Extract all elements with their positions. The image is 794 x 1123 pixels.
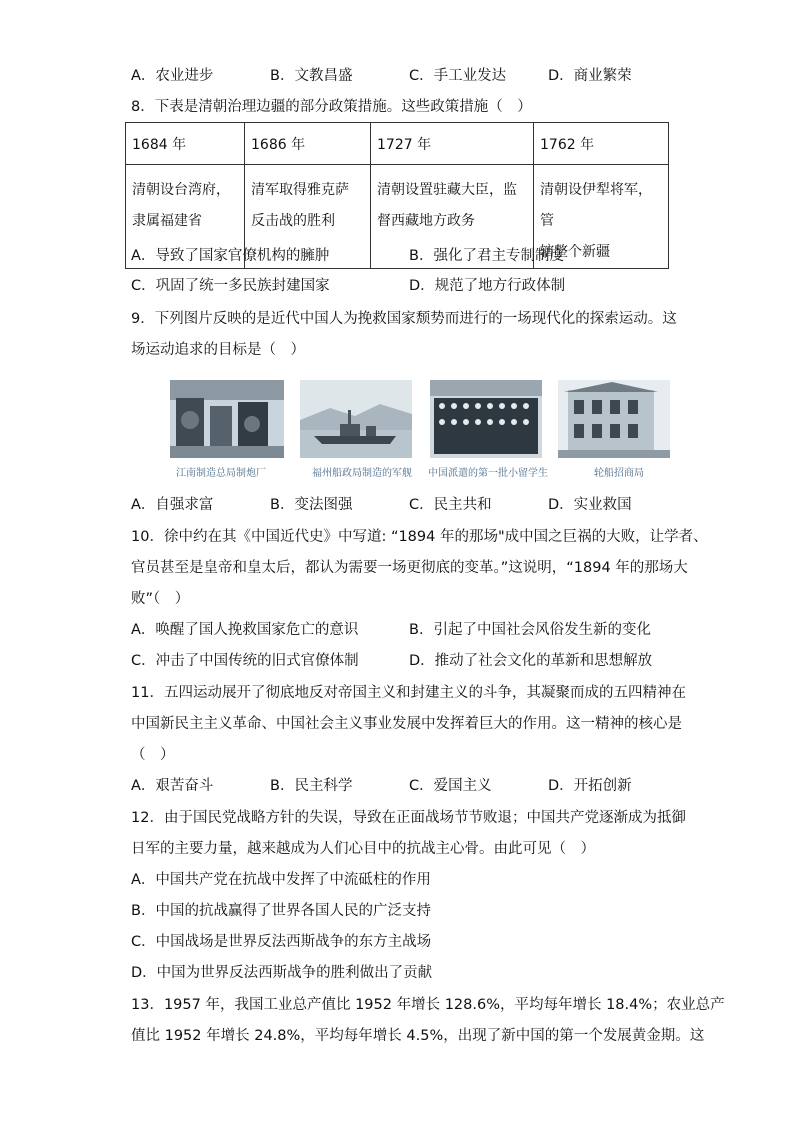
event-line: 清朝设台湾府，: [132, 182, 230, 198]
q10-option-b: B．引起了中国社会风俗发生新的变化: [409, 622, 651, 638]
q11-stem-line-3: （ ）: [131, 747, 175, 763]
q12-option-a: A．中国共产党在抗战中发挥了中流砥柱的作用: [131, 872, 431, 888]
photo-caption: 福州船政局制造的军舰: [312, 468, 412, 479]
event-line: 清朝设伊犁将军，管: [540, 182, 652, 229]
q10-stem-line-1: 10．徐中约在其《中国近代史》中写道: “1894 年的那场"成中国之巨祸的大败，让学者、: [131, 529, 708, 545]
q12-stem-line-2: 日军的主要力量，越来越成为人们心目中的抗战主心骨。由此可见（ ）: [131, 841, 595, 857]
q11-option-c: C．爱国主义: [409, 778, 492, 794]
q13-stem-line-2: 值比 1952 年增长 24.8%，平均每年增长 4.5%，出现了新中国的第一个发展黄金期。这: [131, 1028, 705, 1044]
q8-option-a: A．导致了国家官僚机构的臃肿: [131, 248, 330, 264]
event-line: 隶属福建省: [132, 213, 202, 229]
table-cell-year: 1684 年: [126, 123, 245, 165]
table-cell-year: 1686 年: [245, 123, 371, 165]
q12-option-d: D．中国为世界反法西斯战争的胜利做出了贡献: [131, 965, 433, 981]
q9-option-c: C．民主共和: [409, 497, 492, 513]
q10-option-d: D．推动了社会文化的革新和思想解放: [409, 653, 653, 669]
q9-option-d: D．实业救国: [548, 497, 632, 513]
q8-option-b: B．强化了君主专制制度: [409, 248, 564, 264]
table-cell-year: 1727 年: [371, 123, 534, 165]
q9-option-a: A．自强求富: [131, 497, 214, 513]
table-cell-year: 1762 年: [534, 123, 669, 165]
students-photo: [430, 380, 542, 458]
q7-option-b: B．文教昌盛: [270, 68, 353, 84]
q11-option-d: D．开拓创新: [548, 778, 632, 794]
arsenal-photo: [170, 380, 284, 458]
warship-photo: [300, 380, 412, 458]
q7-option-c: C．手工业发达: [409, 68, 507, 84]
event-line: 督西藏地方政务: [377, 213, 475, 229]
photo-caption: 中国派遣的第一批小留学生: [428, 468, 548, 479]
q11-stem-line-2: 中国新民主主义革命、中国社会主义事业发展中发挥着巨大的作用。这一精神的核心是: [131, 716, 682, 732]
event-line: 反击战的胜利: [251, 213, 335, 229]
q12-option-c: C．中国战场是世界反法西斯战争的东方主战场: [131, 934, 432, 950]
event-line: 清军取得雅克萨: [251, 182, 349, 198]
photo-caption: 江南制造总局制炮厂: [176, 468, 266, 479]
q10-option-c: C．冲击了中国传统的旧式官僚体制: [131, 653, 359, 669]
q10-option-a: A．唤醒了国人挽救国家危亡的意识: [131, 622, 359, 638]
building-photo: [558, 380, 670, 458]
q13-stem-line-1: 13．1957 年，我国工业总产值比 1952 年增长 128.6%，平均每年增长 18.4%；农业总产: [131, 997, 725, 1013]
q11-stem-line-1: 11．五四运动展开了彻底地反对帝国主义和封建主义的斗争，其凝聚而成的五四精神在: [131, 685, 686, 701]
photo-caption: 轮船招商局: [594, 468, 644, 479]
q9-stem-line-1: 9．下列图片反映的是近代中国人为挽救国家颓势而进行的一场现代化的探索运动。这: [131, 311, 677, 327]
q7-option-a: A．农业进步: [131, 68, 214, 84]
q12-option-b: B．中国的抗战赢得了世界各国人民的广泛支持: [131, 903, 431, 919]
q11-option-b: B．民主科学: [270, 778, 353, 794]
q8-option-c: C．巩固了统一多民族封建国家: [131, 278, 330, 294]
q10-stem-line-2: 官员甚至是皇帝和皇太后，都认为需要一场更彻底的变革。”这说明，“1894 年的那场大: [131, 560, 688, 576]
q8-option-d: D．规范了地方行政体制: [409, 278, 566, 294]
q11-option-a: A．艰苦奋斗: [131, 778, 214, 794]
q9-stem-line-2: 场运动追求的目标是（ ）: [131, 342, 305, 358]
q8-stem: 8．下表是清朝治理边疆的部分政策措施。这些政策措施（ ）: [131, 99, 532, 115]
q10-stem-line-3: 败”（ ）: [131, 591, 190, 607]
q7-option-d: D．商业繁荣: [548, 68, 632, 84]
table-row-years: [126, 123, 669, 165]
q12-stem-line-1: 12．由于国民党战略方针的失误，导致在正面战场节节败退；中国共产党逐渐成为抵御: [131, 810, 686, 826]
event-line: 辖整个新疆: [540, 244, 610, 260]
q9-option-b: B．变法图强: [270, 497, 353, 513]
event-line: 清朝设置驻藏大臣，监: [377, 182, 517, 198]
q9-photo-strip: [170, 380, 670, 480]
